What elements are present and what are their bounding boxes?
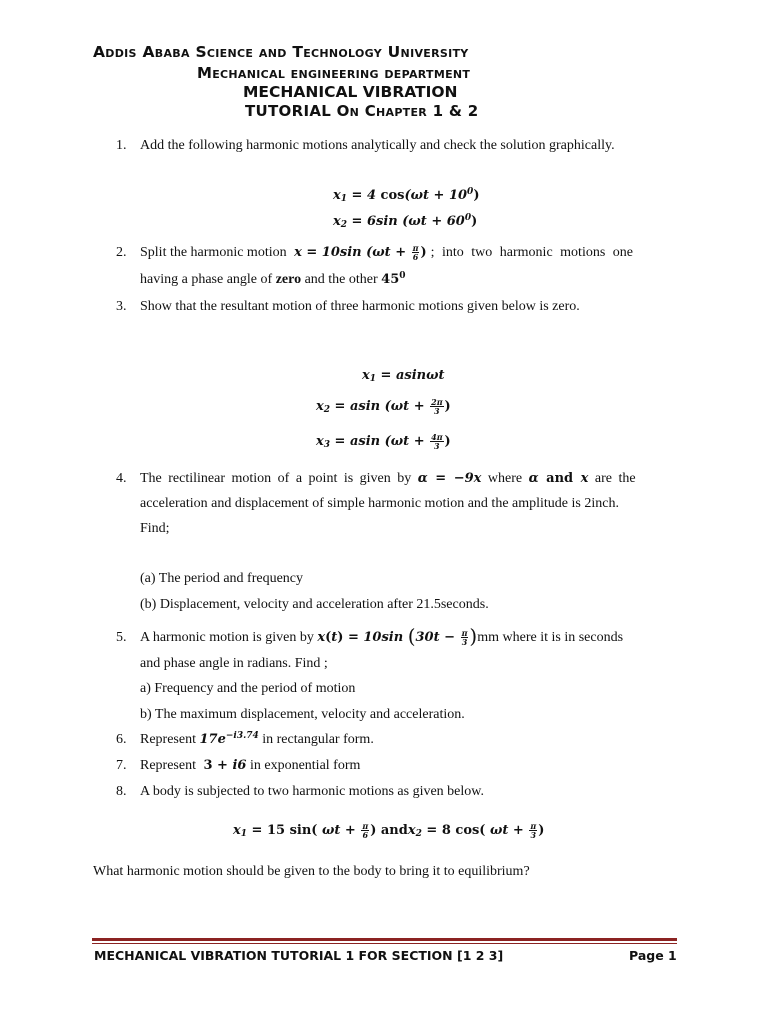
question-number: 1.	[116, 138, 127, 153]
university-title: Addis Ababa Science and Technology University	[93, 43, 469, 61]
question-8	[116, 785, 484, 799]
question-4	[116, 472, 636, 486]
equation-x1-q3: $x_1 = asin\omega t$	[362, 368, 445, 384]
equation-q8: $x_1 = 15$ sin( ωt + $\frac{\pi}{6}$ ) andx$_2$ = 8 cos( ωt + $\frac{\pi}{3}$ )	[233, 821, 545, 840]
equation-x2: $x_2 = 6\sin$ $(\omega t + 60^0)$	[333, 213, 478, 230]
question-7	[116, 759, 360, 773]
question-number: 6.	[116, 732, 127, 747]
question-text: Split the harmonic motion	[140, 245, 287, 260]
question-5-line2: and phase angle in radians. Find ;	[140, 656, 328, 671]
question-number: 8.	[116, 784, 127, 799]
tutorial-title: TUTORIAL On Chapter 1 & 2	[245, 102, 479, 120]
equation-x3-q3: $x_3 = asin$ (ωt + $\frac{4\pi}{3}$ )	[316, 432, 451, 451]
equation-inline: α and x	[528, 471, 589, 486]
question-4-part-b: (b) Displacement, velocity and acceleration after 21.5seconds.	[140, 597, 489, 612]
question-2	[116, 244, 633, 261]
equation-inline: $45^0$	[381, 271, 406, 287]
footer-title: MECHANICAL VIBRATION TUTORIAL 1 FOR SECTION [1 2 3]	[94, 948, 504, 963]
footer-rule-thin	[92, 943, 677, 944]
question-text: A harmonic motion is given by	[140, 630, 314, 645]
page-number: Page 1	[629, 948, 677, 963]
question-number: 7.	[116, 758, 127, 773]
question-6	[116, 733, 374, 747]
question-text: mm where it is in seconds	[477, 630, 624, 645]
question-text: are the	[594, 471, 636, 486]
equation-inline: 3 + i6	[203, 758, 247, 773]
equation-inline: $17e^{-i3.74}$	[199, 731, 259, 747]
question-text: where	[487, 471, 523, 486]
question-text: The rectilinear motion of a point is given by	[140, 471, 412, 486]
equation-x2-q3: $x_2 = asin$ (ωt + $\frac{2\pi}{3}$ )	[316, 397, 451, 416]
line-text: having a phase angle of	[140, 272, 273, 287]
question-4-part-a: (a) The period and frequency	[140, 571, 303, 586]
question-1	[116, 139, 615, 153]
course-title: MECHANICAL VIBRATION	[243, 83, 458, 101]
question-text: in rectangular form.	[262, 732, 374, 747]
question-4-line2: acceleration and displacement of simple harmonic motion and the amplitude is 2inch.	[140, 496, 619, 511]
question-text: Add the following harmonic motions analytically and check the solution graphically.	[140, 138, 615, 153]
equation-inline: x = 10sin (ωt + $\frac{\pi}{6}$ )	[294, 243, 427, 262]
question-5	[116, 626, 623, 646]
question-number: 5.	[116, 630, 127, 645]
question-number: 4.	[116, 471, 127, 486]
bold-word: zero	[275, 272, 302, 287]
footer-rule-thick	[92, 938, 677, 941]
question-3	[116, 300, 580, 314]
department-title: Mechanical engineering department	[197, 64, 471, 82]
closing-question: What harmonic motion should be given to the body to bring it to equilibrium?	[93, 864, 530, 879]
question-text: Represent	[140, 758, 196, 773]
question-5-part-b: b) The maximum displacement, velocity and acceleration.	[140, 707, 465, 722]
question-4-line3: Find;	[140, 521, 170, 536]
question-text: Show that the resultant motion of three harmonic motions given below is zero.	[140, 299, 580, 314]
question-5-part-a: a) Frequency and the period of motion	[140, 681, 356, 696]
equation-inline: α = −9x	[417, 471, 482, 486]
question-text: A body is subjected to two harmonic motions as given below.	[140, 784, 484, 799]
question-text: Represent	[140, 732, 196, 747]
question-number: 2.	[116, 245, 127, 260]
question-2-line2	[140, 273, 406, 287]
question-text: in exponential form	[249, 758, 361, 773]
line-text: and the other	[304, 272, 378, 287]
question-number: 3.	[116, 299, 127, 314]
question-text-cont: ; into two harmonic motions one	[430, 245, 633, 260]
equation-inline: x(t) = 10sin (30t − $\frac{\pi}{3}$ )	[317, 624, 478, 648]
equation-x1: $x_1 = 4$ $\cos(\omega t + 10^0)$	[333, 187, 480, 204]
